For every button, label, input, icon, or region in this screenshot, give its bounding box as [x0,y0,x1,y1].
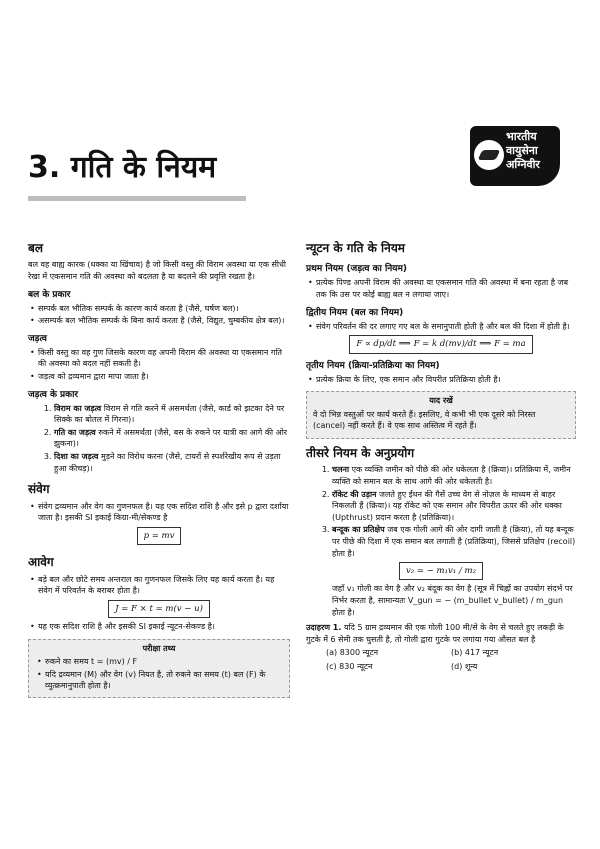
example-options [306,647,576,672]
agniveer-badge [470,126,560,186]
option-c: (c) 830 न्यूटन [326,662,373,672]
list-item: • रुकने का समय t = (mv) / F [45,656,283,668]
list-item: 1. चलना एक व्यक्ति जमीन को पीछे की ओर धकेलता है (क्रिया)। प्रतिक्रिया में, जमीन व्यक्ति को समान बल के साथ आगे की ओर धकेलती है। [332,464,576,487]
title-underline [28,196,246,201]
second-law-formula: F ∝ dp/dt ⟹ F = k d(mv)/dt ⟹ F = ma [349,335,532,353]
list-item: 2. रॉकेट की उड़ान जलते हुए ईंधन की गैसें उच्च वेग से नोज़ल के माध्यम से बाहर निकलती हैं (क्रिया)। यह रॉकेट को एक समान और विपरीत ऊपर की ओर धक्का (Upthrust) प्रदान करता है (प्रतिक्रिया)। [332,489,576,524]
second-law-heading: द्वितीय नियम (बल का नियम) [306,307,404,318]
first-law-heading: प्रथम नियम (जड़त्व का नियम) [306,264,407,275]
teesre-heading: तीसरे नियम के अनुप्रयोग [306,446,415,460]
list-item: • प्रत्येक क्रिया के लिए, एक समान और विपरीत प्रतिक्रिया होती है। [316,374,576,386]
option-a: (a) 8300 न्यूटन [326,648,379,658]
badge-text: भारतीय वायुसेना अग्निवीर [506,130,540,171]
list-item: 3. बन्दूक का प्रतिक्षेप जब एक गोली आगे की ओर दागी जाती है (क्रिया), तो यह बन्दूक पर पीछे की दिशा में एक समान बल लगाती है (प्रतिक्रिया), जिससे प्रतिक्षेप (recoil) होता है। [332,524,576,559]
jadatva-heading: जड़त्व [28,333,47,344]
list-item: • यह एक सदिश राशि है और इसकी SI इकाई न्यूटन-सेकण्ड है। [38,621,290,633]
list-item: • प्रत्येक पिण्ड अपनी विराम की अवस्था या एकसमान गति की अवस्था में बना रहता है जब तक कि उस पर कोई बाह्य बल न लगाया जाए। [316,277,576,300]
soldier-icon [474,140,504,170]
newton-heading: न्यूटन के गति के नियम [306,241,405,255]
jadatva-prakar-list [28,403,290,475]
sanveg-list [28,501,290,524]
jahan-text: जहाँ v₁ गोली का वेग है और v₂ बंदूक का वेग है (सूत्र में चिह्नों का उपयोग संदर्भ पर निर्भर करता है, सामान्यतः V_gun = − (m_bullet v_bullet) / m_gun होता है। [332,584,573,617]
right-column [306,240,576,673]
aaveg-heading: आवेग [28,555,54,570]
list-item: • असम्पर्क बल भौतिक सम्पर्क के बिना कार्य करता है (जैसे, विद्युत, चुम्बकीय क्षेत्र बल)। [38,315,290,327]
list-item: • संवेग परिवर्तन की दर लगाए गए बल के समानुपाती होती है और बल की दिशा में होती है। [316,321,576,333]
chapter-title: 3. गति के नियम [28,150,217,185]
bal-text: बल वह बाह्य कारक (धक्का या खिंचाव) है जो किसी वस्तु की विराम अवस्था या एक सीधी रेखा में एकसमान गति की अवस्था को बदलता है या बदलने की प्रवृत्ति रखता है। [28,260,286,281]
list-item: • संवेग द्रव्यमान और वेग का गुणनफल है। यह एक सदिश राशि है और इसे p द्वारा दर्शाया जाता है। इसकी SI इकाई किग्रा-मी/सेकण्ड है [38,501,290,524]
example-text: उदाहरण 1. यदि 5 ग्राम द्रव्यमान की एक गोली 100 मी/से के वेग से चलते हुए लकड़ी के गुटके में 6 सेमी तक घुसती है, तो गोली द्वारा गुटके पर लगाया गया औसत बल है [306,623,564,644]
list-item: 1. विराम का जड़त्व विराम से गति करने में असमर्थता (जैसे, कार्ड को झटका देने पर सिक्के का बोतल में गिरना)। [54,403,290,426]
bal-prakar-heading: बल के प्रकार [28,289,71,300]
pariksha-heading: परीक्षा तथ्य [142,643,176,653]
list-item: • सम्पर्क बल भौतिक सम्पर्क के कारण कार्य करता है (जैसे, घर्षण बल)। [38,303,290,315]
list-item: • जड़त्व को द्रव्यमान द्वारा मापा जाता है। [38,371,290,383]
pariksha-box [28,639,290,698]
third-law-heading: तृतीय नियम (क्रिया-प्रतिक्रिया का नियम) [306,360,440,371]
list-item: • बड़े बल और छोटे समय अन्तराल का गुणनफल जिसके लिए यह कार्य करता है। यह संवेग में परिवर्तन के बराबर होता है। [38,574,290,597]
list-item: • यदि द्रव्यमान (M) और वेग (v) नियत है, तो रुकने का समय (t) बल (F) के व्युत्क्रमानुपाती होता है। [45,669,283,692]
list-item: • किसी वस्तु का वह गुण जिसके कारण वह अपनी विराम की अवस्था या एकसमान गति की अवस्था को बदल नहीं सकती है। [38,347,290,370]
list-item: 3. दिशा का जड़त्व मुड़ने का विरोध करना (जैसे, टायरों से स्पर्शरेखीय रूप से उड़ता हुआ कीचड़)। [54,451,290,474]
jadatva-list [28,347,290,383]
option-b: (b) 417 न्यूटन [451,648,499,658]
teesre-list [306,464,576,559]
sanveg-formula: p = mv [137,527,182,545]
yaad-box [306,391,576,439]
jadatva-prakar-heading: जड़त्व के प्रकार [28,389,79,400]
aaveg-list [28,574,290,597]
yaad-heading: याद रखें [429,396,453,406]
recoil-formula: v₂ = − m₁v₁ / m₂ [399,562,483,580]
aaveg-formula: J = F × t = m(v − u) [108,600,210,618]
yaad-text: वे दो भिन्न वस्तुओं पर कार्य करते हैं। इसलिए, वे कभी भी एक दूसरे को निरस्त (cancel) नहीं करते हैं। वे एक साथ अस्तित्व में रहते हैं। [313,409,536,431]
bal-prakar-list [28,303,290,327]
sanveg-heading: संवेग [28,482,50,497]
option-d: (d) शून्य [451,662,478,672]
bal-heading: बल [28,241,43,255]
left-column [28,240,290,704]
list-item: 2. गति का जड़त्व रुकने में असमर्थता (जैसे, बस के रुकने पर यात्री का आगे की ओर झुकना)। [54,427,290,450]
